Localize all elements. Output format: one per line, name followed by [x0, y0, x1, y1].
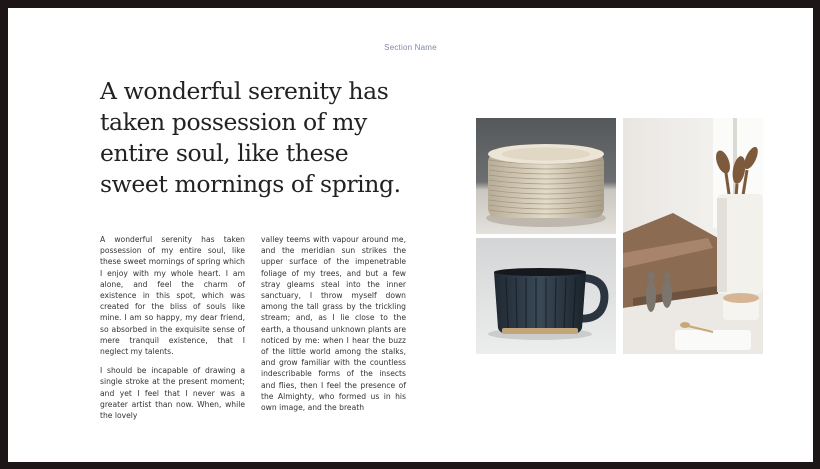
ceramic-mug-photo	[476, 238, 616, 354]
body-paragraph: A wonderful serenity has taken possession of my entire soul, like these sweet mornings of spring which I enjoy with my whole heart. I am alone, and feel the charm of existence in this spot, which was created for the bliss of souls like mine. I am so happy, my dear friend, so absorbed in the exquisite sense of mere tranquil existence, that I neglect my talents.	[100, 235, 245, 357]
section-name-label: Section Name	[384, 43, 437, 52]
kitchen-utensils-photo	[623, 118, 763, 354]
text-column-right	[261, 234, 406, 421]
text-column-left	[100, 234, 245, 429]
stacked-plates-photo	[476, 118, 616, 234]
headline: A wonderful serenity has taken possession of my entire soul, like these sweet mornings of spring.	[100, 77, 401, 198]
body-paragraph: I should be incapable of drawing a single stroke at the present moment; and yet I feel that I never was a greater artist than now. When, while the lovely	[100, 366, 245, 421]
body-paragraph: valley teems with vapour around me, and the meridian sun strikes the upper surface of the impenetrable foliage of my trees, and but a few stray gleams steal into the inner sanctuary, I throw myself down among the tall grass by the trickling stream; and, as I lie close to the earth, a thousand unknown plants are noticed by me: when I hear the buzz of the little world among the stalks, and grow familiar with the countless indescribable forms of the insects and flies, then I feel the presence of the Almighty, who formed us in his own image, and the breath	[261, 235, 406, 413]
page-frame	[8, 8, 813, 462]
